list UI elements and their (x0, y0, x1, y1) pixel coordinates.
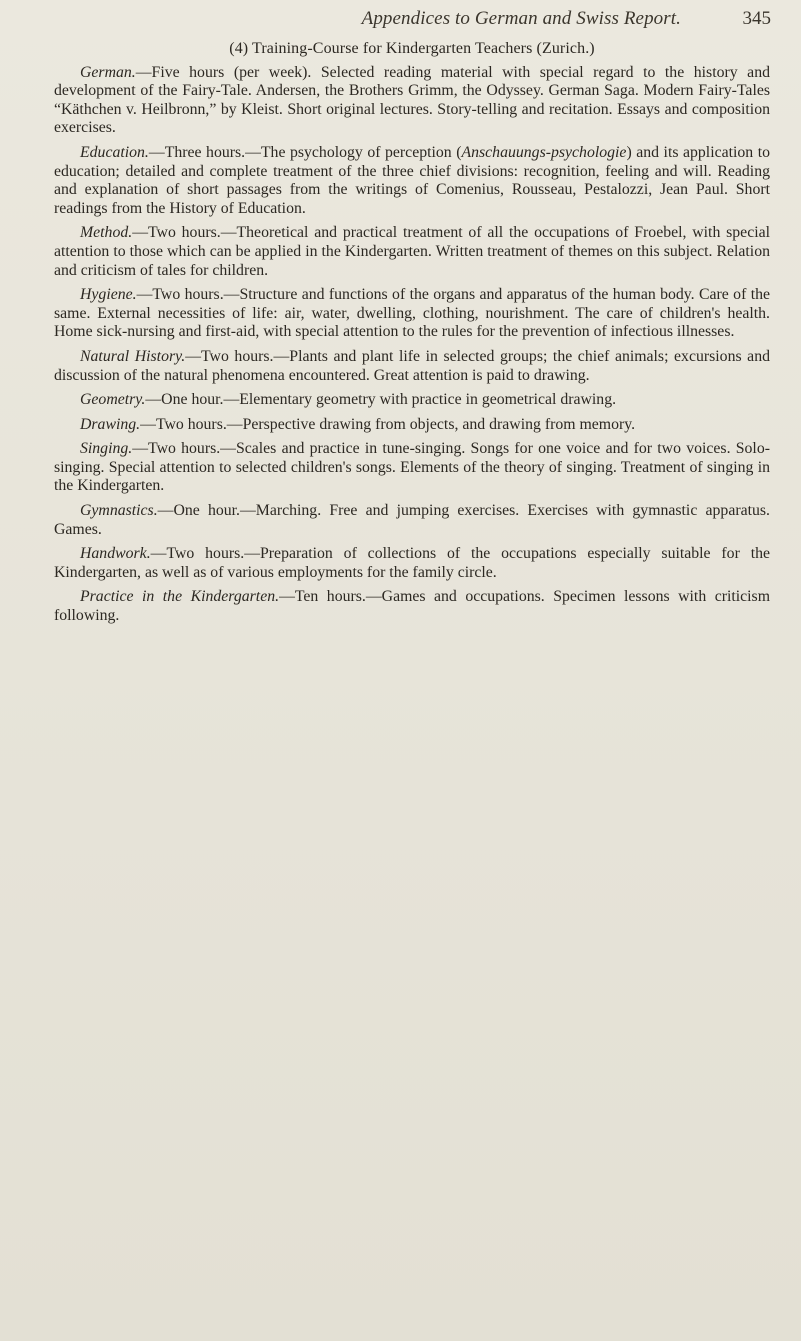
subject-title: Handwork. (80, 545, 151, 563)
subject-text: —Ten hours.—Games and occupations. Specimen lessons with criticism following. (54, 588, 770, 625)
section-heading: (4) Training-Course for Kindergarten Teachers (Zurich.) (229, 40, 595, 57)
subject-title: Natural History. (80, 347, 186, 365)
paragraph-geometry (54, 391, 770, 410)
subject-title: Method. (80, 224, 133, 242)
subject-text: —Two hours.—Theoretical and practical treatment of all the occupations of Froebel, with special attention to those which can be applied in the Kindergarten. Written treatment of themes on this subject. Relation and criticism of tales for children. (54, 224, 770, 279)
subject-text: —Five hours (per week). Selected reading material with special regard to the history and development of the Fairy-Tale. Andersen, the Brothers Grimm, the Odyssey. German Saga. Modern Fairy-Tales “Käthchen v. Heilbronn,” by Kleist. Short original lectures. Story-telling and recitation. Essays and composition exercises. (54, 63, 770, 137)
subject-text-after: ) and its application to education; detailed and complete treatment of the three chief divisions: recognition, feeling and will. Reading and explanation of short passages from the writings of Comenius, Rousseau, Pestalozzi, Jean Paul. Short readings from the History of Education. (54, 143, 770, 217)
subject-text: —Two hours.—Structure and functions of the organs and apparatus of the human body. Care of the same. External necessities of life: air, water, dwelling, clothing, nourishment. The care of children's health. Home sick-nursing and first-aid, with special attention to the rules for the prevention of infectious illnesses. (54, 286, 770, 341)
paragraph-gymnastics (54, 502, 770, 539)
subject-title: Education. (80, 143, 149, 161)
subject-text: —Three hours.—The psychology of perception ( (148, 143, 462, 161)
paragraph-singing (54, 440, 770, 496)
subject-title: Geometry. (80, 391, 146, 409)
paragraph-hygiene (54, 286, 770, 342)
subject-text: —Two hours.—Preparation of collections of the occupations especially suitable for the Kindergarten, as well as of various employments for the family circle. (54, 545, 770, 581)
subject-text: —Two hours.—Scales and practice in tune-singing. Songs for one voice and for two voices. Solo-singing. Special attention to selected children's songs. Elements of the theory of singing. Treatment of singing in the Kindergarten. (54, 440, 770, 495)
paragraph-handwork (54, 545, 770, 582)
page-body (54, 40, 770, 632)
paragraph-education (54, 144, 770, 218)
running-title: Appendices to German and Swiss Report. (361, 8, 681, 29)
subject-title: Hygiene. (80, 286, 137, 304)
subject-title: Drawing. (80, 415, 141, 433)
page-number: 345 (742, 8, 771, 29)
subject-text: —Two hours.—Plants and plant life in selected groups; the chief animals; excursions and discussion of the natural phenomena encountered. Great attention is paid to drawing. (54, 347, 770, 384)
paragraph-drawing (54, 416, 770, 435)
subject-title: German. (80, 63, 136, 81)
subject-title: Singing. (80, 440, 133, 458)
subject-title: Gymnastics. (80, 502, 158, 520)
subject-text: —One hour.—Elementary geometry with practice in geometrical drawing. (145, 391, 617, 409)
running-head (0, 4, 801, 32)
subject-text: —One hour.—Marching. Free and jumping exercises. Exercises with gymnastic apparatus. Games. (54, 502, 770, 538)
subject-title: Practice in the Kindergarten. (80, 588, 280, 606)
paragraph-german (54, 64, 770, 138)
paragraph-method (54, 224, 770, 280)
subject-text: —Two hours.—Perspective drawing from objects, and drawing from memory. (140, 415, 636, 433)
subject-term: Anschauungs-psychologie (461, 143, 627, 161)
paragraph-natural-history (54, 348, 770, 385)
paragraph-practice (54, 588, 770, 625)
